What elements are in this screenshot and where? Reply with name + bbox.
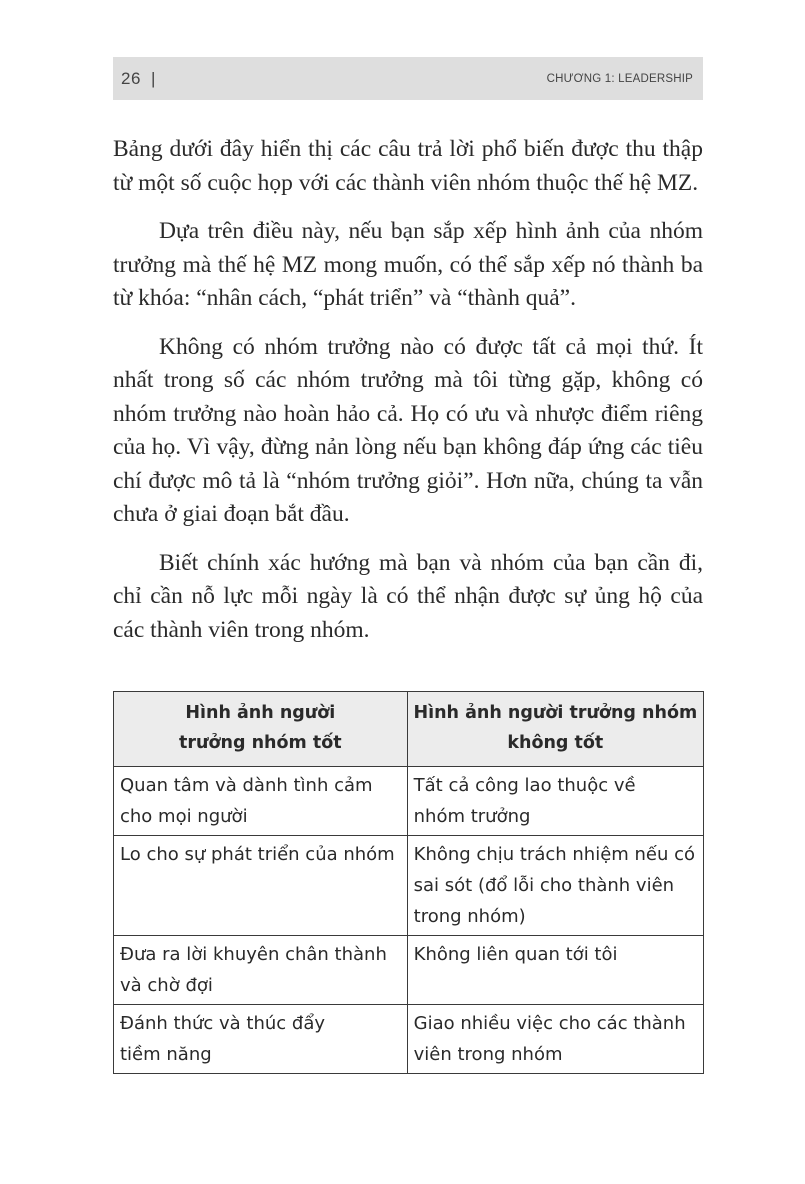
bad-trait-cell: Tất cả công lao thuộc về nhóm trưởng <box>407 767 703 836</box>
paragraph-keywords: Dựa trên điều này, nếu bạn sắp xếp hình ảnh của nhóm trưởng mà thế hệ MZ mong muốn, có thể sắp xếp nó thành ba từ khóa: “nhân cách, “phát triển” và “thành quả”. <box>113 218 703 311</box>
chapter-title: CHƯƠNG 1: LEADERSHIP <box>546 73 693 85</box>
good-trait-cell: Đưa ra lời khuyên chân thành và chờ đợi <box>114 936 408 1005</box>
body-text <box>113 133 703 662</box>
bad-trait-cell: Không liên quan tới tôi <box>407 936 703 1005</box>
bad-trait-cell: Giao nhiều việc cho các thành viên trong nhóm <box>407 1005 703 1074</box>
table-row <box>114 1005 704 1074</box>
header-good-leader: Hình ảnh người trưởng nhóm tốt <box>114 692 408 767</box>
page-number: 26 <box>121 69 141 88</box>
table-row <box>114 836 704 936</box>
bad-trait-cell: Không chịu trách nhiệm nếu có sai sót (đổ lỗi cho thành viên trong nhóm) <box>407 836 703 936</box>
table-row <box>114 936 704 1005</box>
header-separator: | <box>151 69 156 88</box>
leader-comparison-table <box>113 691 704 1074</box>
good-trait-cell: Đánh thức và thúc đẩy tiềm năng <box>114 1005 408 1074</box>
table-row <box>114 767 704 836</box>
paragraph-intro: Bảng dưới đây hiển thị các câu trả lời phổ biến được thu thập từ một số cuộc họp với các thành viên nhóm thuộc thế hệ MZ. <box>113 136 703 196</box>
running-header <box>113 57 703 100</box>
paragraph-no-perfect-leader: Không có nhóm trưởng nào có được tất cả mọi thứ. Ít nhất trong số các nhóm trưởng mà tôi từng gặp, không có nhóm trưởng nào hoàn hảo cả. Họ có ưu và nhược điểm riêng của họ. Vì vậy, đừng nản lòng nếu bạn không đáp ứng các tiêu chí được mô tả là “nhóm trưởng giỏi”. Hơn nữa, chúng ta vẫn chưa ở giai đoạn bắt đầu. <box>113 333 703 527</box>
header-bad-leader: Hình ảnh người trưởng nhóm không tốt <box>407 692 703 767</box>
paragraph-direction: Biết chính xác hướng mà bạn và nhóm của bạn cần đi, chỉ cần nỗ lực mỗi ngày là có thể nhận được sự ủng hộ của các thành viên trong nhóm. <box>113 549 703 643</box>
good-trait-cell: Quan tâm và dành tình cảm cho mọi người <box>114 767 408 836</box>
table-header-row <box>114 692 704 767</box>
good-trait-cell: Lo cho sự phát triển của nhóm <box>114 836 408 936</box>
